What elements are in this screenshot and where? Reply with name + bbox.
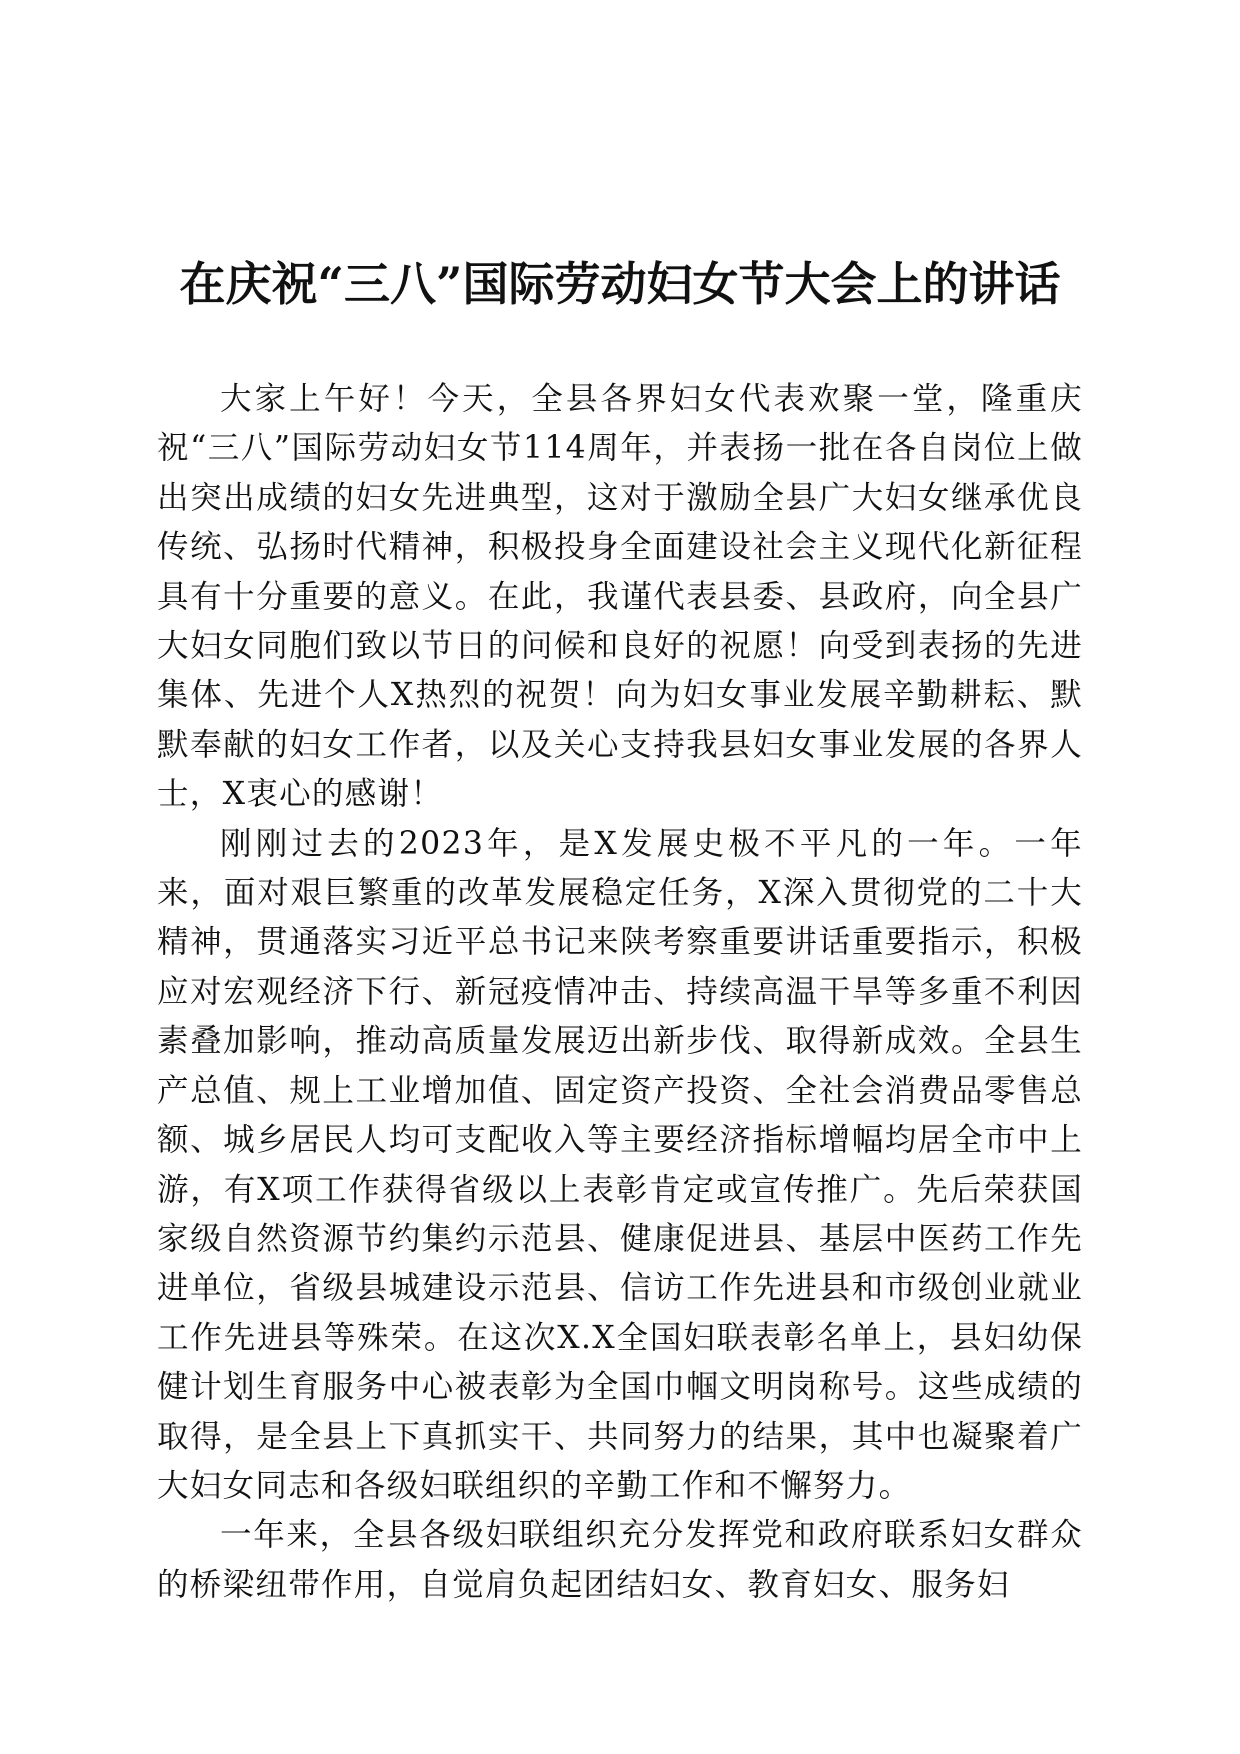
paragraph-greeting: 大家上午好！今天，全县各界妇女代表欢聚一堂，隆重庆祝“三八”国际劳动妇女节114周年，并表扬一批在各自岗位上做出突出成绩的妇女先进典型，这对于激励全县广大妇女继承优良传统、弘扬时代精神，积极投身全面建设社会主义现代化新征程具有十分重要的意义。在此，我谨代表县委、县政府，向全县广大妇女同胞们致以节日的问候和良好的祝愿！向受到表扬的先进集体、先进个人X热烈的祝贺！向为妇女事业发展辛勤耕耘、默默奉献的妇女工作者，以及关心支持我县妇女事业发展的各界人士，X衷心的感谢！ [157,381,1083,813]
document-title: 在庆祝“三八”国际劳动妇女节大会上的讲话 [179,257,1061,311]
document-body [157,375,1083,1610]
paragraph-womens-federation: 一年来，全县各级妇联组织充分发挥党和政府联系妇女群众的桥梁纽带作用，自觉肩负起团结妇女、教育妇女、服务妇 [157,1517,1083,1603]
paragraph-achievements: 刚刚过去的2023年，是X发展史极不平凡的一年。一年来，面对艰巨繁重的改革发展稳定任务，X深入贯彻党的二十大精神，贯通落实习近平总书记来陕考察重要讲话重要指示，积极应对宏观经济下行、新冠疫情冲击、持续高温干旱等多重不利因素叠加影响，推动高质量发展迈出新步伐、取得新成效。全县生产总值、规上工业增加值、固定资产投资、全社会消费品零售总额、城乡居民人均可支配收入等主要经济指标增幅均居全市中上游，有X项工作获得省级以上表彰肯定或宣传推广。先后荣获国家级自然资源节约集约示范县、健康促进县、基层中医药工作先进单位，省级县城建设示范县、信访工作先进县和市级创业就业工作先进县等殊荣。在这次X.X全国妇联表彰名单上，县妇幼保健计划生育服务中心被表彰为全国巾帼文明岗称号。这些成绩的取得，是全县上下真抓实干、共同努力的结果，其中也凝聚着广大妇女同志和各级妇联组织的辛勤工作和不懈努力。 [157,825,1083,1504]
